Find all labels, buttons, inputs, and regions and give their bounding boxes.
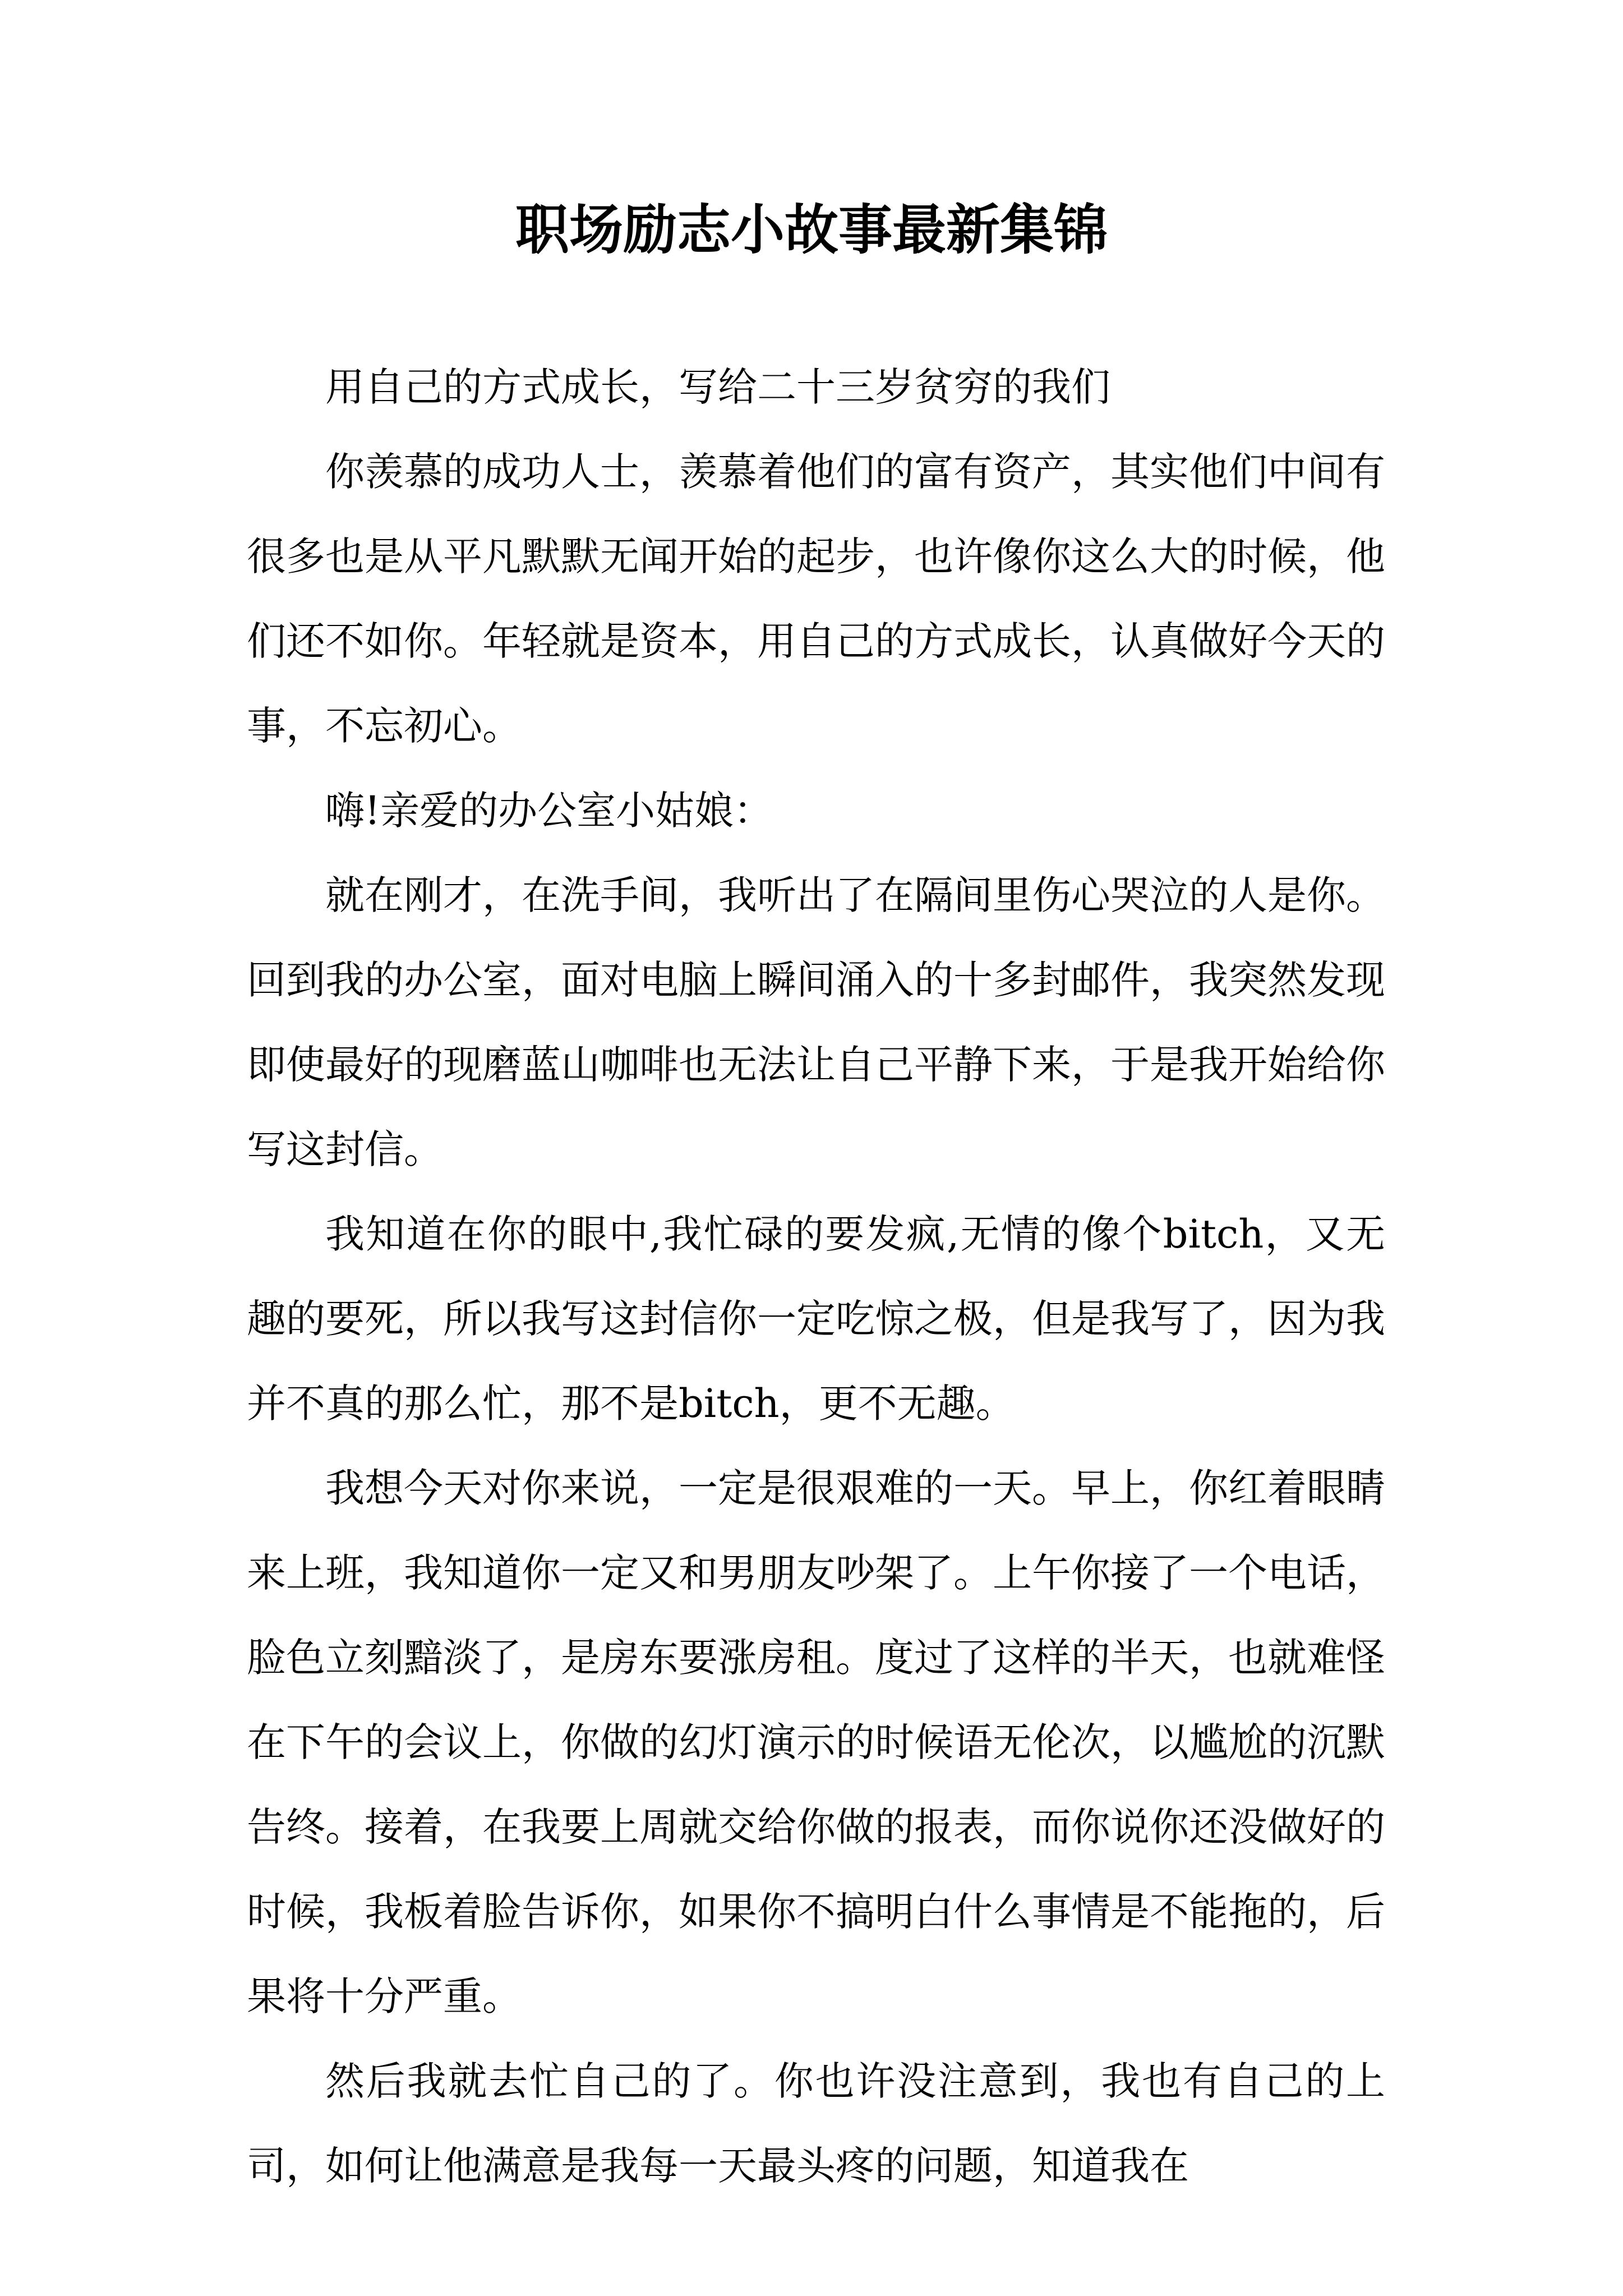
document-title: 职场励志小故事最新集锦 [515, 198, 1108, 261]
paragraph-impression: 我知道在你的眼中,我忙碌的要发疯,无情的像个bitch，又无趣的要死，所以我写这封信你一定吃惊之极，但是我写了，因为我并不真的那么忙，那不是bitch，更不无趣。 [247, 1211, 1385, 1427]
paragraph-greeting: 嗨!亲爱的办公室小姑娘： [325, 788, 773, 834]
paragraph-washroom: 就在刚才，在洗手间，我听出了在隔间里伤心哭泣的人是你。回到我的办公室，面对电脑上瞬间涌入的十多封邮件，我突然发现即使最好的现磨蓝山咖啡也无法让自己平静下来，于是我开始给你写这封信。 [247, 872, 1385, 1172]
paragraph-boss: 然后我就去忙自己的了。你也许没注意到，我也有自己的上司，如何让他满意是我每一天最头疼的问题，知道我在 [247, 2058, 1385, 2189]
paragraph-intro: 你羡慕的成功人士，羡慕着他们的富有资产，其实他们中间有很多也是从平凡默默无闻开始的起步，也许像你这么大的时候，他们还不如你。年轻就是资本，用自己的方式成长，认真做好今天的事，不忘初心。 [247, 449, 1385, 749]
paragraph-hard-day: 我想今天对你来说，一定是很艰难的一天。早上，你红着眼睛来上班，我知道你一定又和男朋友吵架了。上午你接了一个电话，脸色立刻黯淡了，是房东要涨房租。度过了这样的半天，也就难怪在下午的会议上，你做的幻灯演示的时候语无伦次，以尴尬的沉默告终。接着，在我要上周就交给你做的报表，而你说你还没做好的时候，我板着脸告诉你，如果你不搞明白什么事情是不能拖的，后果将十分严重。 [247, 1465, 1385, 2019]
paragraph-subtitle: 用自己的方式成长，写给二十三岁贫穷的我们 [325, 364, 1110, 410]
document-body [247, 345, 1385, 2208]
